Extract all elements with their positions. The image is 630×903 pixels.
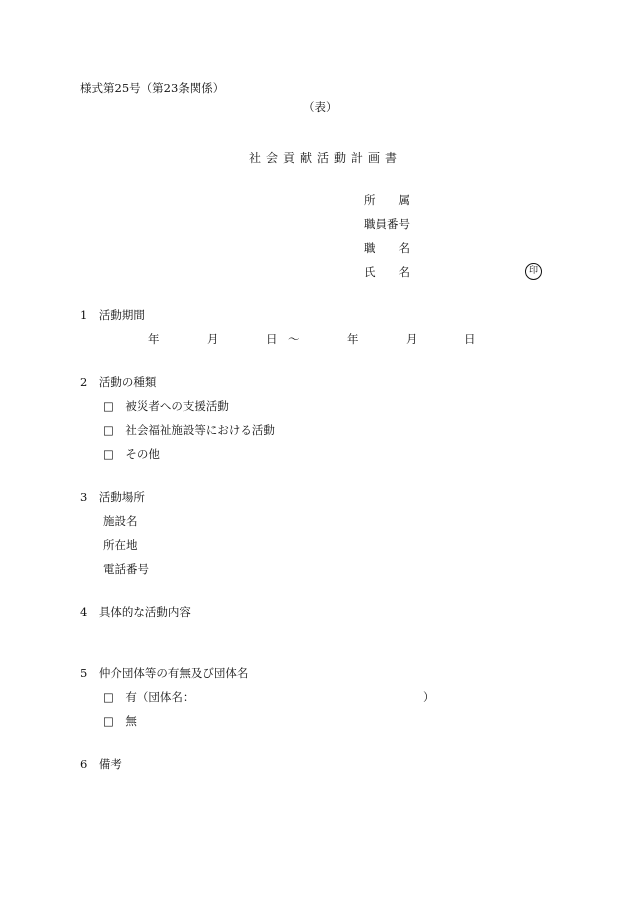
staff-number-label: 職員番号 bbox=[364, 217, 410, 231]
section-2-heading: 2 活動の種類 bbox=[80, 375, 157, 389]
phone-label: 電話番号 bbox=[103, 562, 149, 576]
end-day-label: 日 bbox=[464, 332, 476, 346]
position-label: 職 名 bbox=[364, 241, 410, 255]
intermediary-no-option[interactable]: □ 無 bbox=[103, 714, 137, 728]
facility-name-label: 施設名 bbox=[103, 514, 138, 528]
end-year-label: 年 bbox=[347, 332, 359, 346]
document-title: 社会貢献活動計画書 bbox=[249, 151, 403, 165]
form-side-label: （表） bbox=[303, 100, 338, 114]
section-1-heading: 1 活動期間 bbox=[80, 308, 145, 322]
period-tilde: ～ bbox=[288, 332, 300, 346]
end-month-label: 月 bbox=[406, 332, 418, 346]
intermediary-yes-option[interactable]: □ 有（団体名： bbox=[103, 690, 195, 704]
activity-type-option-welfare[interactable]: □ 社会福祉施設等における活動 bbox=[103, 423, 275, 437]
affiliation-label: 所 属 bbox=[364, 193, 410, 207]
section-3-heading: 3 活動場所 bbox=[80, 490, 145, 504]
address-label: 所在地 bbox=[103, 538, 138, 552]
activity-type-option-other[interactable]: □ その他 bbox=[103, 447, 160, 461]
activity-type-option-disaster[interactable]: □ 被災者への支援活動 bbox=[103, 399, 229, 413]
seal-mark: 印 bbox=[525, 263, 542, 280]
start-day-label: 日 bbox=[266, 332, 278, 346]
section-4-heading: 4 具体的な活動内容 bbox=[80, 605, 191, 619]
start-year-label: 年 bbox=[148, 332, 160, 346]
start-month-label: 月 bbox=[207, 332, 219, 346]
name-label: 氏 名 bbox=[364, 265, 410, 279]
form-number: 様式第25号（第23条関係） bbox=[80, 81, 225, 95]
section-6-heading: 6 備考 bbox=[80, 757, 122, 771]
intermediary-yes-close: ） bbox=[423, 690, 435, 704]
section-5-heading: 5 仲介団体等の有無及び団体名 bbox=[80, 666, 249, 680]
